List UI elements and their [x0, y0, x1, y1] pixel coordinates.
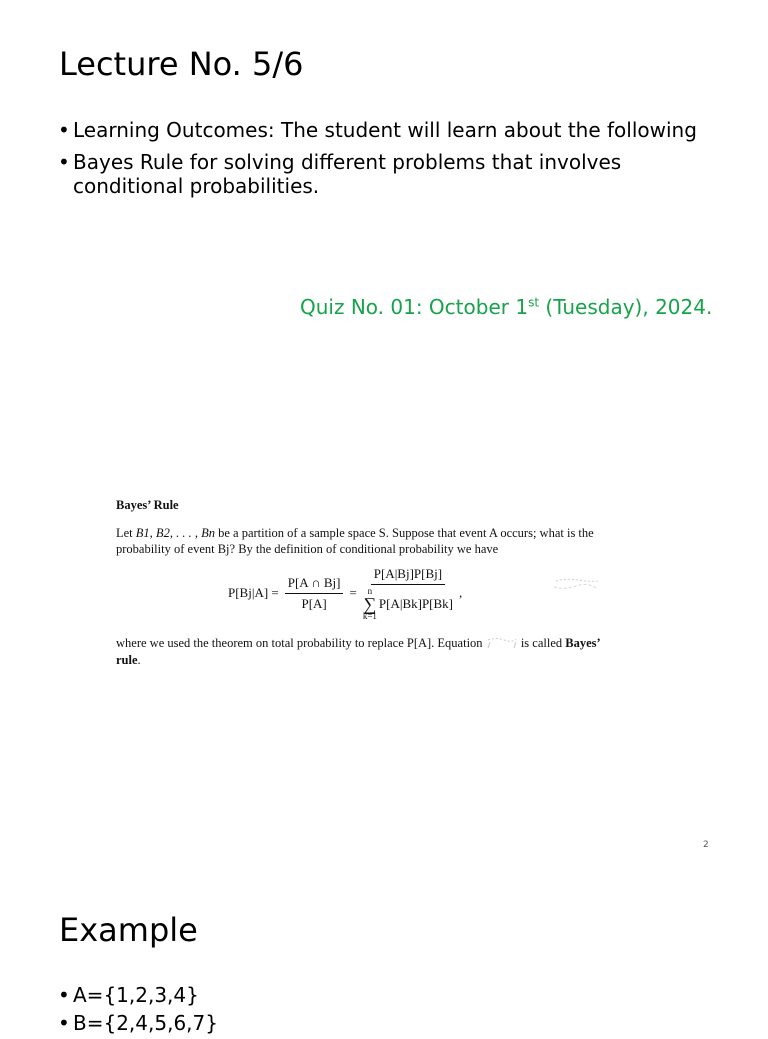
- equation-comma: ,: [459, 585, 463, 600]
- sum-lower-limit: k=1: [362, 610, 377, 621]
- equation-reference-smudge-icon: [486, 636, 518, 652]
- quiz-ordinal-suffix: st: [528, 295, 540, 310]
- fraction-1-denominator: P[A]: [301, 595, 327, 611]
- excerpt-text: .: [137, 653, 141, 668]
- equation-fraction-2: [363, 566, 453, 621]
- fraction-2-denominator-wrap: [363, 585, 453, 621]
- bullet-learning-outcomes: • Learning Outcomes: The student will learn about the following: [58, 118, 718, 142]
- quiz-text-main: Quiz No. 01: October 1: [300, 295, 529, 319]
- bayes-equation: [116, 563, 616, 631]
- excerpt-bayes-rule-bold: Bayes’ rule: [116, 636, 600, 668]
- excerpt-paragraph-1: [116, 525, 616, 557]
- example-set-b: • B={2,4,5,6,7}: [58, 1011, 718, 1035]
- equation-fraction-1: [285, 575, 344, 612]
- example-list: [58, 983, 718, 1039]
- excerpt-text: is called: [517, 636, 566, 650]
- example-set-a: • A={1,2,3,4}: [58, 983, 718, 1007]
- bullet-bayes-rule: • Bayes Rule for solving different problems that involves conditional probabilities.: [58, 150, 718, 198]
- equation-equals: =: [349, 585, 357, 600]
- fraction-2-numerator: P[A|Bj]P[Bj]: [371, 566, 445, 585]
- example-slide-title: Example: [59, 911, 198, 949]
- sigma-icon: ∑: [363, 593, 377, 614]
- fraction-2-denominator: P[A|Bk]P[Bk]: [378, 595, 454, 611]
- bayes-rule-excerpt-image: [116, 497, 616, 668]
- excerpt-text: be a partition of a sample space S. Suppose that event A occurs; what is the probability of event Bj? By the definition of conditional probability we have: [116, 526, 594, 556]
- slide-title: Lecture No. 5/6: [59, 45, 304, 83]
- excerpt-paragraph-2: [116, 635, 616, 668]
- equation-number-smudge-icon: [552, 575, 602, 595]
- quiz-announcement: [59, 295, 719, 319]
- excerpt-text: where we used the theorem on total probability to replace P[A]. Equation: [116, 636, 486, 650]
- summation-symbol: [363, 587, 377, 621]
- excerpt-partition-vars: B1, B2, . . . , Bn: [135, 526, 215, 540]
- page-number: 2: [703, 840, 709, 850]
- excerpt-heading: Bayes’ Rule: [116, 498, 179, 512]
- learning-outcomes-list: [58, 118, 718, 206]
- quiz-text-date: (Tuesday), 2024.: [539, 295, 713, 319]
- sum-upper-limit: n: [367, 585, 373, 596]
- fraction-1-numerator: P[A ∩ Bj]: [285, 575, 344, 594]
- equation-lhs: P[Bj|A] =: [228, 585, 279, 600]
- excerpt-text: Let: [116, 526, 136, 540]
